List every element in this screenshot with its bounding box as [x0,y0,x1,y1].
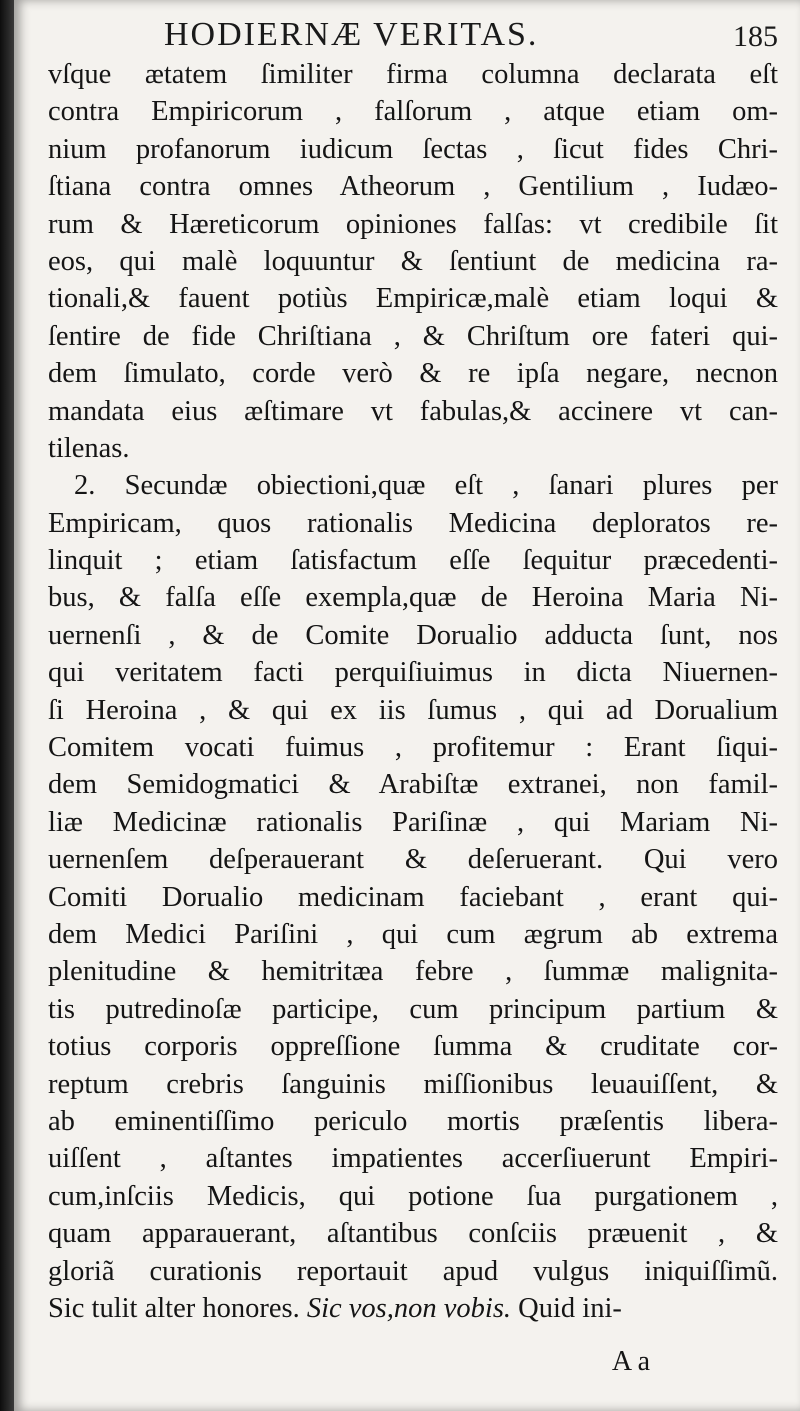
text-line: Empiricam, quos rationalis Medicina deploratos re- [48,507,778,539]
text-line: dem Semidogmatici & Arabiſtæ extranei, non famil- [48,769,778,801]
text-line: ab eminentiſſimo periculo mortis præſentis libera- [48,1105,778,1137]
text-line: mandata eius æſtimare vt fabulas,& accinere vt can- [48,395,778,427]
text-line: ſtiana contra omnes Atheorum , Gentilium , Iudæo- [48,171,778,203]
text-line: gloriã curationis reportauit apud vulgus iniquiſſimũ. [48,1255,778,1287]
book-gutter-shadow [0,0,14,1411]
text-line: eos, qui malè loquuntur & ſentiunt de medicina ra- [48,245,778,277]
text-line: tionali,& fauent potiùs Empiricæ,malè etiam loqui & [48,283,778,315]
body-text [48,56,778,1327]
text-line: Comitem vocati fuimus , profitemur : Erant ſiqui- [48,732,778,764]
text-line: quam apparauerant, aſtantibus conſciis præuenit , & [48,1218,778,1250]
final-line [48,1290,778,1327]
text-line: linquit ; etiam ſatisfactum eſſe ſequitur præcedenti- [48,545,778,577]
text-line: contra Empiricorum , falſorum , atque etiam om- [48,96,778,128]
text-line: tilenas. [48,432,130,464]
text-line: vſque ætatem ſimiliter firma columna declarata eſt [48,59,778,90]
text-line: tis putredinoſæ participe, cum principum partium & [48,993,778,1025]
text-line: ſentire de fide Chriſtiana , & Chriſtum ore fateri qui- [48,320,778,352]
paragraph-1 [48,56,778,467]
text-line: uiſſent , aſtantes impatientes accerſiuerunt Empiri- [48,1143,778,1175]
text-line: bus, & falſa eſſe exempla,quæ de Heroina Maria Ni- [48,582,778,614]
text-line: plenitudine & hemitritæa febre , ſummæ malignita- [48,956,778,988]
page-number: 185 [733,20,778,53]
catchword: A a [611,1346,650,1377]
text-line: liæ Medicinæ rationalis Pariſinæ , qui Mariam Ni- [48,806,778,838]
text-line: cum,inſciis Medicis, qui potione ſua purgationem , [48,1180,778,1212]
final-line-prefix: Sic tulit alter honores. [48,1292,307,1324]
paragraph-2 [48,467,778,1290]
text-line: ſi Heroina , & qui ex iis ſumus , qui ad Dorualium [48,694,778,726]
page-header [14,14,800,60]
text-line: dem ſimulato, corde verò & re ipſa negare, necnon [48,358,778,390]
text-line: uernenſi , & de Comite Dorualio adducta ſunt, nos [48,619,778,651]
text-line: rum & Hæreticorum opiniones falſas: vt credibile ſit [48,208,778,240]
text-line: reptum crebris ſanguinis miſſionibus leuauiſſent, & [48,1068,778,1100]
text-line: nium profanorum iudicum ſectas , ſicut fides Chri- [48,133,778,165]
text-line: qui veritatem facti perquiſiuimus in dicta Niuernen- [48,657,778,689]
text-line: 2. Secundæ obiectioni,quæ eſt , ſanari plures per [74,470,778,502]
text-line: dem Medici Pariſini , qui cum ægrum ab extrema [48,918,778,950]
running-title: HODIERNÆ VERITAS. [164,16,539,53]
final-line-italic: Sic vos,non vobis. [306,1292,512,1324]
book-page [14,0,800,1411]
text-line: totius corporis oppreſſione ſumma & cruditate cor- [48,1031,778,1063]
text-line: uernenſem deſperauerant & deſeruerant. Qui vero [48,844,778,876]
final-line-suffix: Quid ini- [511,1292,622,1324]
text-line: Comiti Dorualio medicinam faciebant , erant qui- [48,881,778,913]
